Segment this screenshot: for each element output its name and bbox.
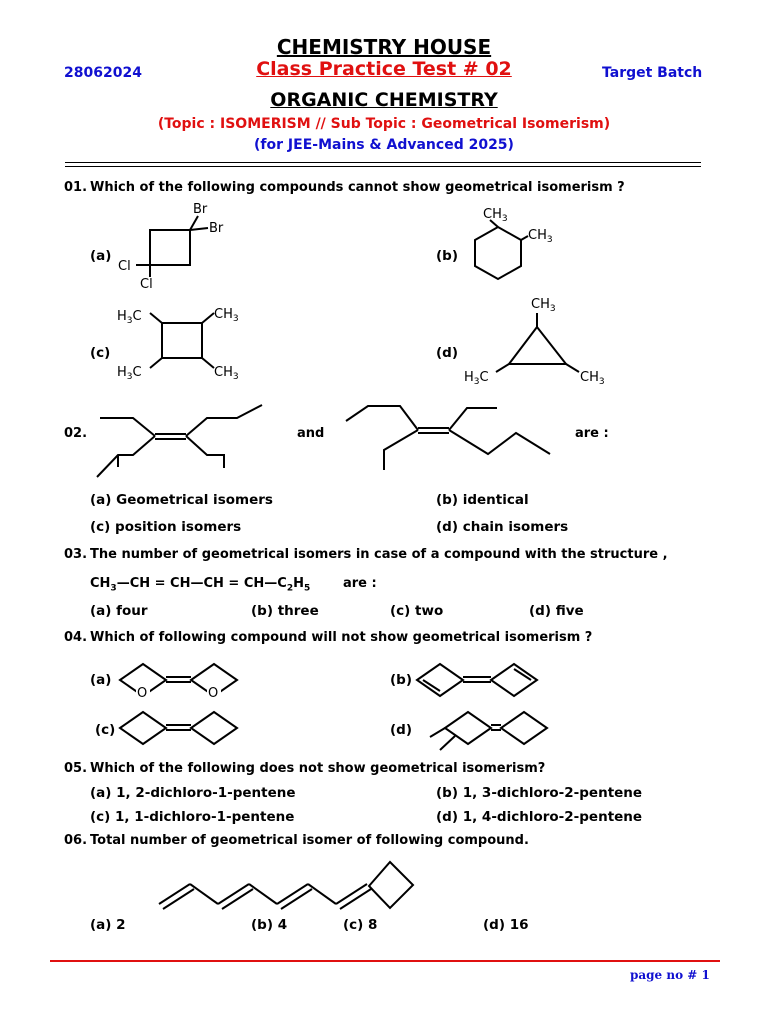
q3-number: 03. bbox=[64, 547, 88, 562]
q3-option-b: (b) three bbox=[251, 603, 319, 619]
q6-text: Total number of geometrical isomer of following compound. bbox=[90, 833, 529, 848]
q1-option-b: (b) bbox=[436, 248, 459, 264]
svg-text:CH3: $CH_3$ bbox=[580, 370, 605, 387]
q3-text: The number of geometrical isomers in case of a compound with the structure , bbox=[90, 547, 668, 562]
q6-number: 06. bbox=[64, 833, 88, 848]
q4-text: Which of following compound will not show geometrical isomerism ? bbox=[90, 630, 593, 645]
q1-option-d: (d) bbox=[436, 345, 459, 361]
q2-and: and bbox=[297, 426, 325, 441]
q6-option-a: (a) 2 bbox=[90, 917, 126, 933]
q5-option-a: (a) 1, 2-dichloro-1-pentene bbox=[90, 785, 296, 801]
institute-name: CHEMISTRY HOUSE bbox=[276, 35, 492, 59]
q6-option-b: (b) 4 bbox=[251, 917, 288, 933]
svg-text:H3C: $H_3C$ bbox=[117, 365, 142, 382]
q4-option-d: (d) bbox=[390, 722, 413, 738]
footer-rule bbox=[50, 960, 720, 962]
q2-option-c: (c) position isomers bbox=[90, 519, 242, 535]
q4-option-b: (b) bbox=[390, 672, 413, 688]
q3-are: are : bbox=[343, 576, 377, 591]
svg-text:CH3: $CH_3$ bbox=[531, 297, 556, 314]
svg-text:H3C: $H_3C$ bbox=[117, 309, 142, 326]
svg-text:CH3: $CH_3$ bbox=[483, 207, 508, 224]
q1-option-a: (a) bbox=[90, 248, 112, 264]
q5-number: 05. bbox=[64, 761, 88, 776]
svg-text:CH3: $CH_3$ bbox=[214, 307, 239, 324]
q5-option-b: (b) 1, 3-dichloro-2-pentene bbox=[436, 785, 643, 801]
q1-text: Which of the following compounds cannot show geometrical isomerism ? bbox=[90, 180, 625, 195]
svg-text:Br: Br bbox=[193, 202, 208, 217]
svg-text:CH3: $CH_3$ bbox=[528, 228, 553, 245]
q6-option-d: (d) 16 bbox=[483, 917, 529, 933]
test-title: Class Practice Test # 02 bbox=[256, 58, 512, 80]
svg-text:Cl: Cl bbox=[118, 259, 131, 274]
svg-text:CH3: $CH_3$ bbox=[214, 365, 239, 382]
q2-option-a: (a) Geometrical isomers bbox=[90, 492, 273, 508]
q1-option-c: (c) bbox=[90, 345, 111, 361]
q3-option-a: (a) four bbox=[90, 603, 148, 619]
svg-text:Cl: Cl bbox=[140, 277, 153, 292]
q4-number: 04. bbox=[64, 630, 88, 645]
q5-option-d: (d) 1, 4-dichloro-2-pentene bbox=[436, 809, 643, 825]
q3-option-c: (c) two bbox=[390, 603, 444, 619]
svg-text:Br: Br bbox=[209, 221, 224, 236]
svg-text:H3C: $H_3C$ bbox=[464, 370, 489, 387]
q5-text: Which of the following does not show geometrical isomerism? bbox=[90, 761, 546, 776]
date-code: 28062024 bbox=[64, 65, 142, 81]
q2-are: are : bbox=[575, 426, 609, 441]
q3-option-d: (d) five bbox=[529, 603, 584, 619]
q1-number: 01. bbox=[64, 180, 88, 195]
batch-label: Target Batch bbox=[602, 65, 703, 81]
q6-option-c: (c) 8 bbox=[343, 917, 378, 933]
subject-title: ORGANIC CHEMISTRY bbox=[270, 89, 498, 111]
svg-text:O: O bbox=[137, 686, 148, 701]
q2-number: 02. bbox=[64, 426, 88, 441]
q4-option-a: (a) bbox=[90, 672, 112, 688]
page-number: page no # 1 bbox=[630, 968, 710, 982]
exam-line: (for JEE-Mains & Advanced 2025) bbox=[254, 137, 514, 153]
q3-formula: $CH_3—CH$ = CH—CH = $CH—C_2H_5$ bbox=[90, 576, 311, 594]
q4-option-c: (c) bbox=[95, 722, 116, 738]
topic-line: (Topic : ISOMERISM // Sub Topic : Geometrical Isomerism) bbox=[157, 116, 611, 132]
q2-option-b: (b) identical bbox=[436, 492, 529, 508]
svg-text:O: O bbox=[208, 686, 219, 701]
q2-option-d: (d) chain isomers bbox=[436, 519, 569, 535]
q5-option-c: (c) 1, 1-dichloro-1-pentene bbox=[90, 809, 295, 825]
